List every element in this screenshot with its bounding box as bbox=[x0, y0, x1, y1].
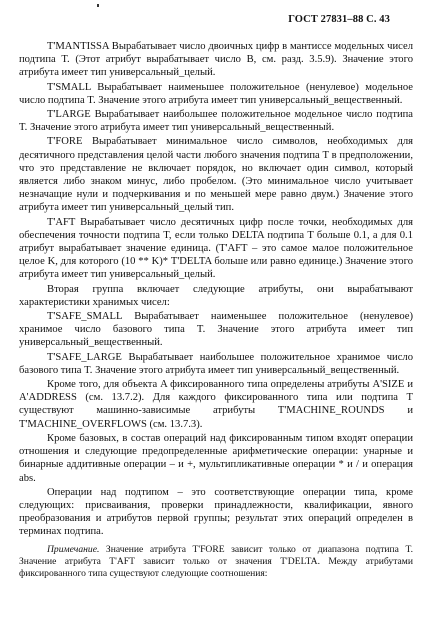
page-header: ГОСТ 27831–88 С. 43 bbox=[288, 14, 390, 25]
note-label: Примечание. bbox=[47, 543, 100, 555]
note bbox=[19, 544, 413, 580]
paragraph-fore: T'FORE Вырабатывает минимальное число символов, необходимых для десятичного представления целой части любого значения подтипа T в предположении, что это представление не включает порядок, но включает один символ, который является либо знаком минус, либо пробелом. (Это минимальное число учитывает незначащие нули и подчеркивания и по меньшей мере равно двум.) Значение этого атрибута имеет тип универсальный_целый тип. bbox=[19, 136, 413, 214]
paragraph-safe-large: T'SAFE_LARGE Вырабатывает наибольшее положительное хранимое число базового типа T. Значение этого атрибута имеет тип универсальный_вещественный. bbox=[19, 351, 413, 376]
scan-speck bbox=[97, 4, 99, 7]
paragraph-small: T'SMALL Вырабатывает наименьшее положительное (ненулевое) модельное число подтипа T. Значение этого атрибута имеет тип универсальный_вещественный. bbox=[19, 81, 413, 106]
paragraph-safe-small: T'SAFE_SMALL Вырабатывает наименьшее положительное (ненулевое) хранимое число базового типа T. Значение этого атрибута имеет тип универсальный_вещественный. bbox=[19, 311, 413, 349]
paragraph-second-group: Вторая группа включает следующие атрибуты, они вырабатывают характеристики хранимых чисел: bbox=[19, 283, 413, 308]
paragraph-aft: T'AFT Вырабатывает число десятичных цифр после точки, необходимых для обеспечения точности подтипа T, если только DELTA подтипа T больше 0.1, а для 0.1 атрибут вырабатывает значение единица. (T'AFT – это самое малое положительное целое K, для которого (10 ** K)* T'DELTA больше или равно единице.) Значение этого атрибута имеет тип универсальный_целый. bbox=[19, 216, 413, 281]
paragraph-operations: Кроме базовых, в состав операций над фиксированным типом входят операции отношения и следующие предопределенные арифметические операции: унарные и бинарные аддитивные операции – и +, мультипликативные операции * и / и операция abs. bbox=[19, 432, 413, 484]
paragraph-size-address: Кроме того, для объекта A фиксированного типа определены атрибуты A'SIZE и A'ADDRESS (см. 13.7.2). Для каждого фиксированного типа или подтипа T существуют машинно-зависимые атрибуты T'MACHINE_ROUNDS и T'MACHINE_OVERFLOWS (см. 13.7.3). bbox=[19, 379, 413, 430]
paragraph-mantissa: T'MANTISSA Вырабатывает число двоичных цифр в мантиссе модельных чисел подтипа T. (Этот атрибут вырабатывает число B, см. разд. 3.5.9). Значение этого атрибута имеет тип универсальный_целый. bbox=[19, 41, 413, 79]
document-body bbox=[19, 40, 413, 581]
paragraph-subtype-operations: Операции над подтипом – это соответствующие операции типа, кроме следующих: присваивания, проверки принадлежности, квалификации, явного преобразования и атрибутов первой группы; результат этих операций определен в терминах подтипа. bbox=[19, 486, 413, 538]
note-text: Значение атрибута T'FORE зависит только от диапазона подтипа T. Значение атрибута T'AFT зависит только от значения T'DELTA. Между атрибутами фиксированного типа существуют следующие соотношения: bbox=[19, 543, 413, 579]
paragraph-large: T'LARGE Вырабатывает наибольшее положительное модельное число подтипа T. Значение этого атрибута имеет тип универсальный_вещественный. bbox=[19, 109, 413, 134]
